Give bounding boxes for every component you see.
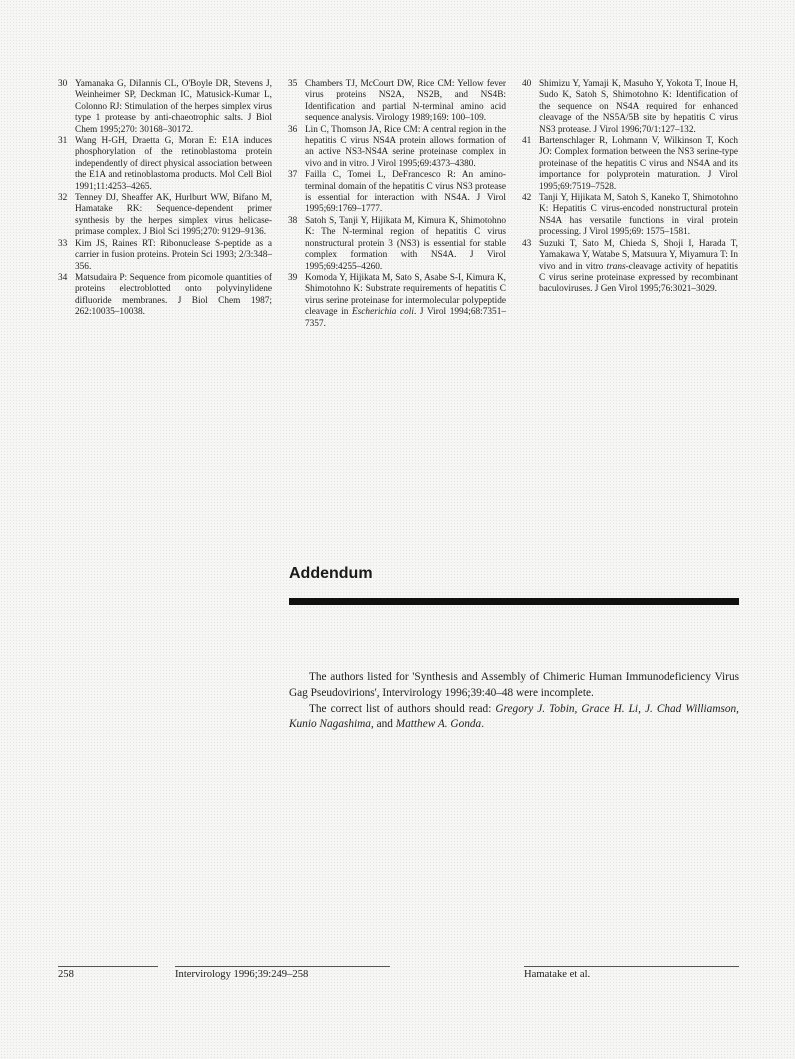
- reference-number: 42: [522, 193, 532, 204]
- addendum-and: and: [373, 718, 396, 731]
- reference-text: Bartenschlager R, Lohmann V, Wilkinson T, Koch JO: Complex formation between the NS3 serine-type proteinase of the hepatitis C virus and NS4A and its importance for polyprotein maturation. J Virol 1995;69:7519–7528.: [539, 136, 738, 192]
- references-column-1: [58, 79, 272, 319]
- reference-text: Tanji Y, Hijikata M, Satoh S, Kaneko T, Shimotohno K: Hepatitis C virus-encoded nonstructural protein NS4A has versatile functions in viral protein processing. J Virol 1995;69: 1575–1581.: [539, 193, 738, 238]
- reference-number: 30: [58, 79, 68, 89]
- addendum-end: .: [481, 718, 485, 731]
- reference-entry: [522, 239, 738, 296]
- reference-text: Wang H-GH, Draetta G, Moran E: E1A induces phosphorylation of the retinoblastoma protein independently of direct physical association between the E1A and retinoblastoma products. Mol Cell Biol 1991;11:4253–4265.: [75, 136, 272, 192]
- reference-entry: [58, 273, 272, 319]
- reference-text: Chambers TJ, McCourt DW, Rice CM: Yellow fever virus proteins NS2A, NS2B, and NS4B: Identification and partial N-terminal amino acid sequence analysis. Virology 1989;169: 100–109.: [305, 79, 506, 124]
- reference-number: 33: [58, 238, 68, 249]
- reference-number: 43: [522, 238, 532, 249]
- addendum-paragraph-2: [289, 702, 739, 734]
- reference-entry: [58, 193, 272, 239]
- page-number: 258: [58, 969, 74, 980]
- reference-entry: [58, 79, 272, 136]
- reference-text: Lin C, Thomson JA, Rice CM: A central region in the hepatitis C virus NS4A protein allows formation of an active NS3-NS4A serine proteinase complex in vivo and in vitro. J Virol 1995;69:4373–4380.: [305, 124, 506, 169]
- reference-text: Tenney DJ, Sheaffer AK, Hurlburt WW, Bifano M, Hamatake RK: Sequence-dependent primer synthesis by the herpes simplex virus helicase-primase complex. J Biol Sci 1995;270: 9129–9136.: [75, 193, 272, 238]
- addendum-paragraph-1: The authors listed for 'Synthesis and Assembly of Chimeric Human Immunodeficiency Virus Gag Pseudovirions', Intervirology 1996;39:40–48 were incomplete.: [289, 671, 739, 699]
- reference-number: 38: [288, 215, 298, 226]
- reference-number: 31: [58, 136, 68, 147]
- footer-rule-middle: [175, 966, 390, 967]
- reference-number: 34: [58, 272, 68, 283]
- reference-number: 32: [58, 193, 68, 204]
- running-author: Hamatake et al.: [524, 969, 591, 980]
- reference-text: Suzuki T, Sato M, Chieda S, Shoji I, Harada T, Yamakawa Y, Watabe S, Matsuura Y, Miyamura T: In vivo and in vitro trans-cleavage activity of hepatitis C virus serine proteinase expressed by recombinant baculoviruses. J Gen Virol 1995;76:3021–3029.: [539, 238, 738, 295]
- reference-text: Kim JS, Raines RT: Ribonuclease S-peptide as a carrier in fusion proteins. Protein Sci 1993; 2/3:348–356.: [75, 238, 272, 272]
- reference-text: Yamanaka G, DiIannis CL, O'Boyle DR, Stevens J, Weinheimer SP, Deckman IC, Matusick-Kumar L, Colonno RJ: Stimulation of the herpes simplex virus type 1 protease by anti-chaeotrophic salts. J Biol Chem 1995;270: 30168–30172.: [75, 79, 272, 135]
- reference-entry: [522, 79, 738, 136]
- reference-number: 41: [522, 136, 532, 147]
- references-column-2: [288, 79, 506, 330]
- footer-rule-left: [58, 966, 158, 967]
- reference-number: 35: [288, 79, 298, 89]
- reference-number: 36: [288, 124, 298, 135]
- reference-entry: [288, 216, 506, 273]
- addendum-last-author: Matthew A. Gonda: [395, 718, 482, 731]
- addendum-lead: The correct list of authors should read:: [309, 702, 496, 715]
- reference-number: 39: [288, 272, 298, 283]
- reference-entry: [58, 239, 272, 273]
- reference-entry: [288, 125, 506, 171]
- reference-entry: [288, 273, 506, 330]
- reference-text: Matsudaira P: Sequence from picomole quantities of proteins electroblotted onto polyvinylidene difluoride membranes. J Biol Chem 1987; 262:10035–10038.: [75, 272, 272, 318]
- reference-entry: [58, 136, 272, 193]
- reference-entry: [522, 193, 738, 239]
- addendum-author-names: Gregory J. Tobin, Grace H. Li, J. Chad Williamson, Kunio Nagashima,: [289, 702, 740, 731]
- reference-text: Shimizu Y, Yamaji K, Masuho Y, Yokota T, Inoue H, Sudo K, Satoh S, Shimotohno K: Identification of the sequence on NS4A required for enhanced cleavage of the NS5A/5B site by hepatitis C virus NS3 protease. J Virol 1996;70/1:127–132.: [539, 79, 738, 135]
- reference-number: 40: [522, 79, 532, 89]
- addendum-title: Addendum: [289, 565, 373, 582]
- reference-entry: [522, 136, 738, 193]
- addendum-body: [289, 670, 739, 733]
- journal-citation: Intervirology 1996;39:249–258: [175, 969, 309, 980]
- references-column-3: [522, 79, 738, 296]
- reference-text: Komoda Y, Hijikata M, Sato S, Asabe S-I, Kimura K, Shimotohno K: Substrate requirements of hepatitis C virus serine proteinase for intermolecular polypeptide cleavage in Escherichia coli. J Virol 1994;68:7351–7357.: [305, 272, 506, 329]
- addendum-divider-bar: [289, 598, 739, 605]
- footer-rule-right: [524, 966, 739, 967]
- reference-number: 37: [288, 170, 298, 181]
- reference-text: Failla C, Tomei L, DeFrancesco R: An amino-terminal domain of the hepatitis C virus NS3 protease is essential for interaction with NS4A. J Virol 1995;69:1769–1777.: [305, 170, 506, 215]
- reference-text: Satoh S, Tanji Y, Hijikata M, Kimura K, Shimotohno K: The N-terminal region of hepatitis C virus nonstructural protein 3 (NS3) is essential for stable complex formation with NS4A. J Virol 1995;69:4255–4260.: [305, 215, 506, 272]
- reference-entry: [288, 170, 506, 216]
- reference-entry: [288, 79, 506, 125]
